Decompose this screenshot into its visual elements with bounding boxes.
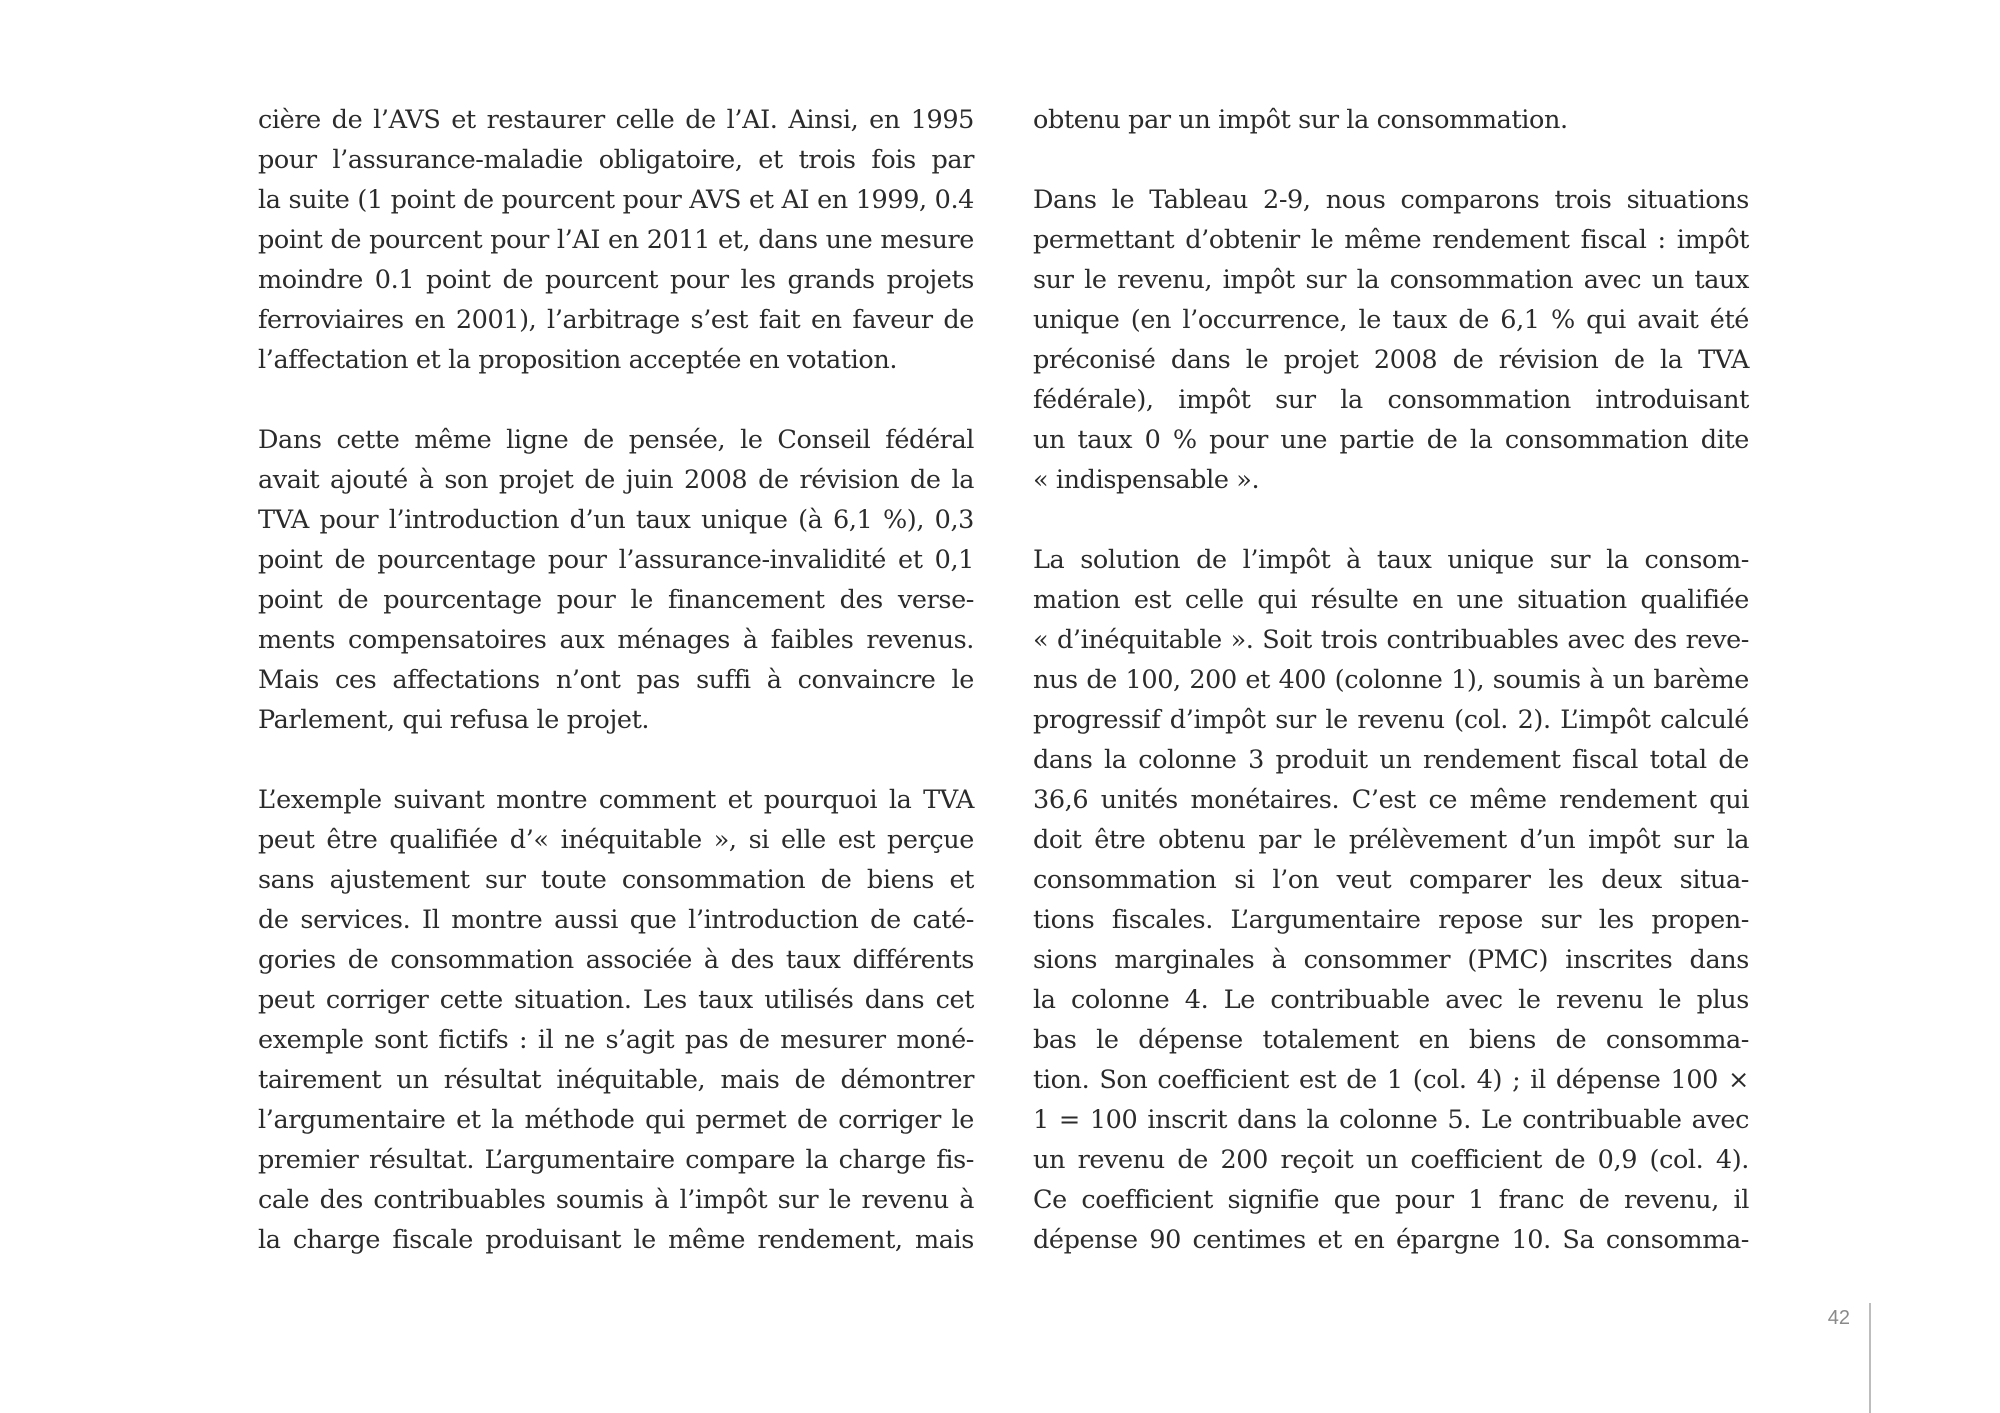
text-line: ferroviaires en 2001), l’arbitrage s’est fait en faveur de [258,305,974,335]
text-line: « indispensable ». [1033,465,1260,495]
text-line: sions marginales à consommer (PMC) inscrites dans [1033,945,1749,975]
text-line: nus de 100, 200 et 400 (colonne 1), soumis à un barème [1033,665,1749,695]
text-line: pour l’assurance-maladie obligatoire, et trois fois par [258,145,974,175]
left-paragraph-2 [258,420,974,740]
text-line: cale des contribuables soumis à l’impôt sur le revenu à [258,1185,974,1215]
text-line: permettant d’obtenir le même rendement fiscal : impôt [1033,225,1749,255]
text-line: peut être qualifiée d’« inéquitable », si elle est perçue [258,825,974,855]
left-paragraph-3 [258,780,974,1260]
text-line: fédérale), impôt sur la consommation introduisant [1033,385,1749,415]
text-line: un taux 0 % pour une partie de la consommation dite [1033,425,1749,455]
text-line: dépense 90 centimes et en épargne 10. Sa consomma- [1033,1225,1749,1255]
text-line: bas le dépense totalement en biens de consomma- [1033,1025,1749,1055]
text-line: avait ajouté à son projet de juin 2008 de révision de la [258,465,974,495]
text-line: Mais ces affectations n’ont pas suffi à convaincre le [258,665,974,695]
text-line: de services. Il montre aussi que l’introduction de caté- [258,905,974,935]
text-line: gories de consommation associée à des taux différents [258,945,974,975]
text-line: Ce coefficient signifie que pour 1 franc de revenu, il [1033,1185,1749,1215]
text-line: la charge fiscale produisant le même rendement, mais [258,1225,974,1255]
text-line: L’exemple suivant montre comment et pourquoi la TVA [258,785,974,815]
text-line: 1 = 100 inscrit dans la colonne 5. Le contribuable avec [1033,1105,1749,1135]
text-line: La solution de l’impôt à taux unique sur la consom- [1033,545,1749,575]
text-line: un revenu de 200 reçoit un coefficient de 0,9 (col. 4). [1033,1145,1749,1175]
text-line: sur le revenu, impôt sur la consommation avec un taux [1033,265,1749,295]
right-paragraph-1 [1033,100,1749,140]
paragraph-gap [1033,140,1749,180]
left-paragraph-1 [258,100,974,380]
text-line: premier résultat. L’argumentaire compare la charge fis- [258,1145,974,1175]
text-line: la suite (1 point de pourcent pour AVS et AI en 1999, 0.4 [258,185,974,215]
text-line: l’argumentaire et la méthode qui permet de corriger le [258,1105,974,1135]
right-paragraph-3 [1033,540,1749,1260]
text-line: Dans le Tableau 2-9, nous comparons trois situations [1033,185,1749,215]
text-line: « d’inéquitable ». Soit trois contribuables avec des reve- [1033,625,1749,655]
text-line: cière de l’AVS et restaurer celle de l’AI. Ainsi, en 1995 [258,105,974,135]
text-line: tairement un résultat inéquitable, mais de démontrer [258,1065,974,1095]
text-line: sans ajustement sur toute consommation de biens et [258,865,974,895]
text-line: tions fiscales. L’argumentaire repose sur les propen- [1033,905,1749,935]
text-line: moindre 0.1 point de pourcent pour les grands projets [258,265,974,295]
paragraph-gap [1033,500,1749,540]
text-line: préconisé dans le projet 2008 de révision de la TVA [1033,345,1749,375]
text-line: point de pourcent pour l’AI en 2011 et, dans une mesure [258,225,974,255]
page-margin-rule [1869,1303,1871,1413]
text-line: peut corriger cette situation. Les taux utilisés dans cet [258,985,974,1015]
text-line: ments compensatoires aux ménages à faibles revenus. [258,625,974,655]
paragraph-gap [258,380,974,420]
right-paragraph-2 [1033,180,1749,500]
text-line: consommation si l’on veut comparer les deux situa- [1033,865,1749,895]
right-text-column [1033,100,1749,1260]
left-text-column [258,100,974,1260]
text-line: 36,6 unités monétaires. C’est ce même rendement qui [1033,785,1749,815]
text-line: unique (en l’occurrence, le taux de 6,1 % qui avait été [1033,305,1749,335]
text-line: l’affectation et la proposition acceptée en votation. [258,345,898,375]
text-line: dans la colonne 3 produit un rendement fiscal total de [1033,745,1749,775]
text-line: tion. Son coefficient est de 1 (col. 4) ; il dépense 100 × [1033,1065,1749,1095]
text-line: mation est celle qui résulte en une situation qualifiée [1033,585,1749,615]
text-line: doit être obtenu par le prélèvement d’un impôt sur la [1033,825,1749,855]
text-line: Parlement, qui refusa le projet. [258,705,650,735]
text-line: obtenu par un impôt sur la consommation. [1033,105,1568,135]
text-line: exemple sont fictifs : il ne s’agit pas de mesurer moné- [258,1025,974,1055]
text-line: TVA pour l’introduction d’un taux unique (à 6,1 %), 0,3 [258,505,974,535]
text-line: la colonne 4. Le contribuable avec le revenu le plus [1033,985,1749,1015]
paragraph-gap [258,740,974,780]
text-line: point de pourcentage pour l’assurance-invalidité et 0,1 [258,545,974,575]
text-line: progressif d’impôt sur le revenu (col. 2). L’impôt calculé [1033,705,1749,735]
text-line: Dans cette même ligne de pensée, le Conseil fédéral [258,425,974,455]
page-number: 42 [1827,1307,1850,1329]
text-line: point de pourcentage pour le financement des verse- [258,585,974,615]
